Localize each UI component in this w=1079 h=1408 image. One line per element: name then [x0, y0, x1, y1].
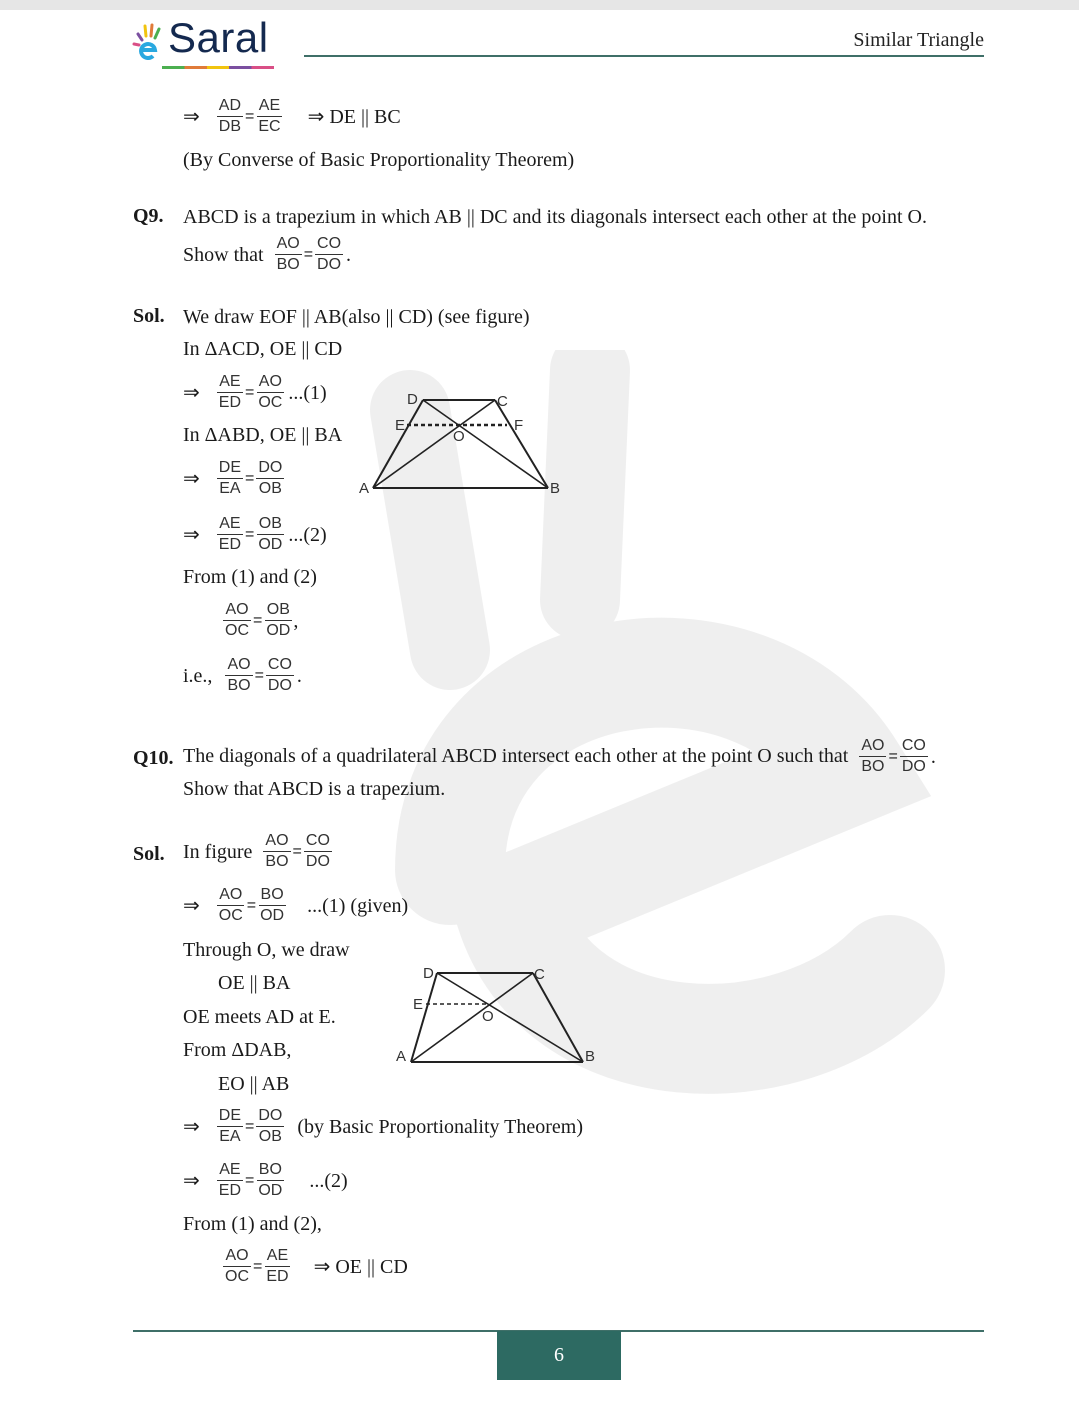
svg-text:B: B: [550, 480, 561, 497]
fraction: $\frac{CO}{DO}$: [317, 235, 342, 273]
sol9-step3: ⇒ $\frac{AE}{ED}$ = $\frac{OB}{OD}$ ...(2): [183, 515, 327, 553]
sol9-step5: i.e., $\frac{AO}{BO}$ = $\frac{CO}{DO}$ .: [183, 656, 302, 694]
logo-underline: [162, 66, 274, 69]
fraction: $\frac{AE}{EC}$: [258, 97, 281, 135]
sol9-step2: ⇒ $\frac{DE}{EA}$ = $\frac{DO}{OB}$: [183, 459, 283, 497]
sol10-line4: From ΔDAB,: [183, 1039, 292, 1061]
sol9-step1: ⇒ $\frac{AE}{ED}$ = $\frac{AO}{OC}$ ...(1): [183, 373, 327, 411]
intro-equation: [183, 96, 401, 137]
sol9-line1: We draw EOF || AB(also || CD) (see figure): [183, 306, 530, 328]
question-label-q10: Q10.: [133, 747, 174, 769]
top-bar: [0, 0, 1079, 10]
logo-text: Saral: [168, 14, 269, 61]
sol10-step1: ⇒ $\frac{AO}{OC}$ = $\frac{BO}{OD}$ ...(1) (given): [183, 886, 409, 924]
chapter-title: Similar Triangle: [853, 29, 984, 51]
sol10-line2: OE || BA: [218, 972, 291, 994]
svg-text:D: D: [407, 391, 418, 408]
sol10-line3: OE meets AD at E.: [183, 1006, 336, 1028]
svg-text:A: A: [359, 480, 370, 497]
hand-icon: [132, 20, 168, 60]
conclusion: ⇒ DE || BC: [307, 105, 401, 128]
solution-label-10: Sol.: [133, 843, 165, 865]
q10-line2: Show that ABCD is a trapezium.: [183, 778, 446, 800]
header-rule: [304, 55, 984, 57]
svg-text:C: C: [534, 966, 545, 983]
svg-text:A: A: [396, 1048, 407, 1065]
sol10-line1: Through O, we draw: [183, 939, 350, 961]
fraction: $\frac{AO}{BO}$: [276, 235, 300, 273]
page-number: 6: [497, 1331, 621, 1380]
sol10-given: In figure $\frac{AO}{BO}$ = $\frac{CO}{DO}$: [183, 832, 330, 870]
svg-text:B: B: [585, 1048, 596, 1065]
sol10-step2: ⇒ $\frac{DE}{EA}$ = $\frac{DO}{OB}$ (by Basic Proportionality Theorem): [183, 1107, 584, 1145]
solution-label-9: Sol.: [133, 305, 165, 327]
question-label-q9: Q9.: [133, 205, 164, 227]
svg-text:D: D: [423, 965, 434, 982]
sol9-line2: In ΔACD, OE || CD: [183, 338, 343, 360]
sol10-line5: EO || AB: [218, 1073, 290, 1095]
sol9-step4: $\frac{AO}{OC}$ = $\frac{OB}{OD}$ ,: [225, 601, 299, 639]
sol10-line6: From (1) and (2),: [183, 1213, 322, 1235]
sol9-line4: From (1) and (2): [183, 566, 317, 588]
sol9-line3: In ΔABD, OE || BA: [183, 424, 343, 446]
q9-show-that: Show that $\frac{AO}{BO}$ = $\frac{CO}{DO}$ .: [183, 235, 352, 273]
intro-reason: (By Converse of Basic Proportionality Theorem): [183, 149, 575, 171]
svg-text:O: O: [453, 428, 465, 445]
implies-symbol: ⇒: [183, 105, 200, 128]
trapezium-figure-eof: [355, 388, 570, 498]
q10-text: The diagonals of a quadrilateral ABCD intersect each other at the point O such that $\frac{AO}{BO}$ = $\frac{CO}{DO}$ .: [183, 737, 936, 775]
svg-text:C: C: [497, 393, 508, 410]
fraction: $\frac{AD}{DB}$: [218, 97, 241, 135]
sol10-step4: $\frac{AO}{OC}$ = $\frac{AE}{ED}$ ⇒ OE || CD: [225, 1247, 408, 1285]
svg-text:O: O: [482, 1008, 494, 1025]
esaral-logo: [132, 14, 269, 60]
trapezium-figure-oe: [393, 960, 608, 1068]
q9-text: ABCD is a trapezium in which AB || DC and its diagonals intersect each other at the point O.: [183, 206, 927, 228]
svg-text:E: E: [413, 996, 424, 1013]
equals-sign: =: [245, 107, 255, 125]
svg-text:F: F: [514, 417, 524, 434]
sol10-step3: ⇒ $\frac{AE}{ED}$ = $\frac{BO}{OD}$ ...(2): [183, 1161, 348, 1199]
svg-text:E: E: [395, 417, 406, 434]
